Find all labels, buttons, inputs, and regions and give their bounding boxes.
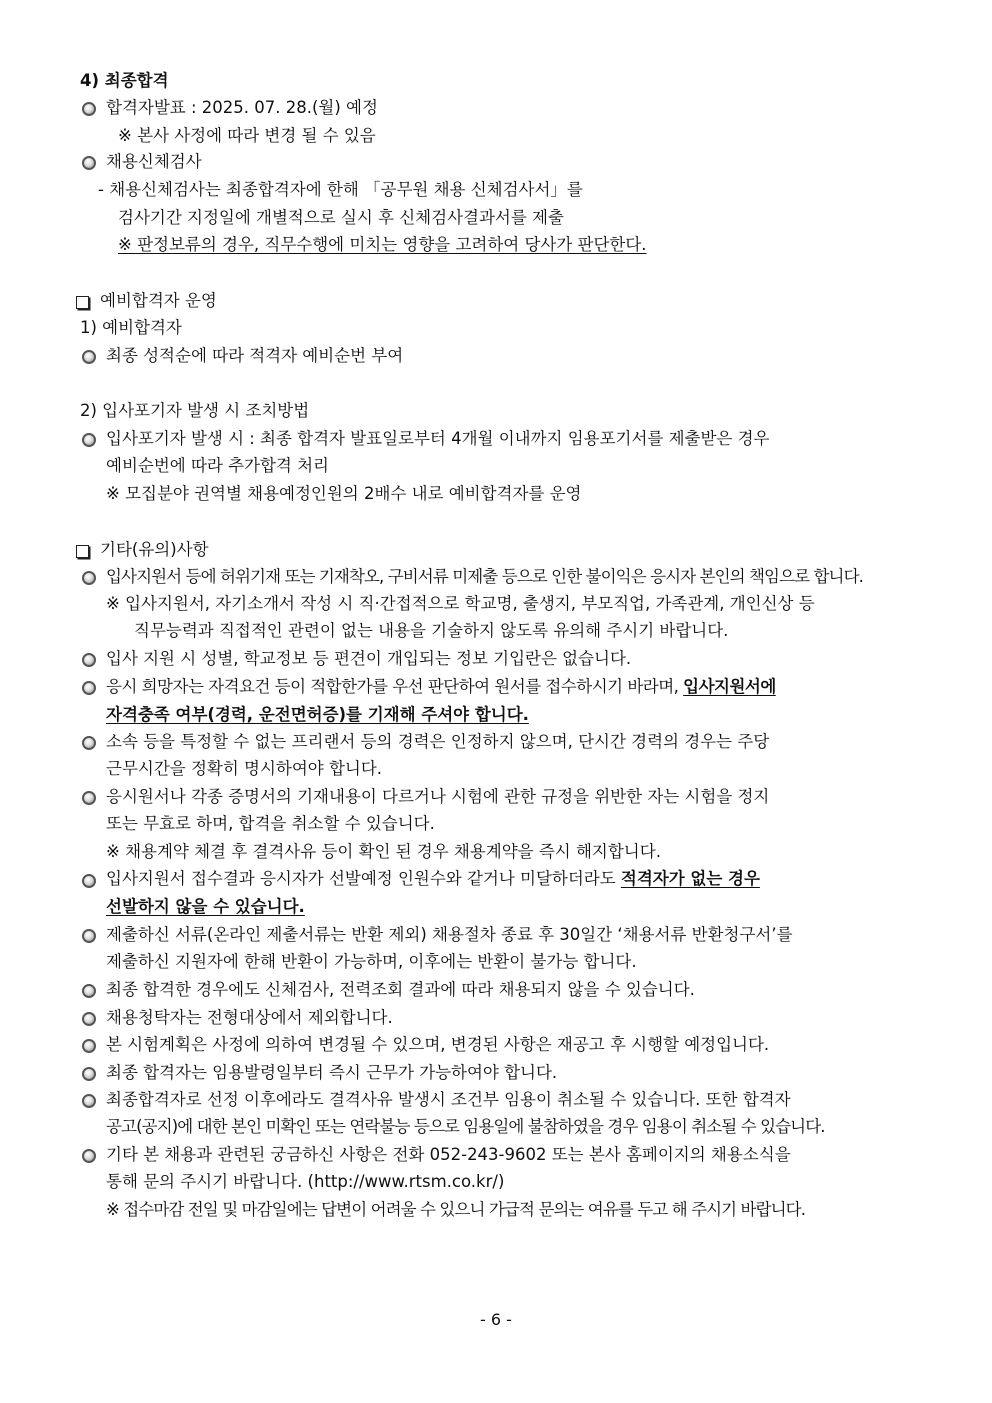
bullet-circle-icon (82, 681, 96, 695)
bullet-circle-icon (82, 929, 96, 943)
page-number: - 6 - (480, 1310, 512, 1329)
reserve-sub2-item-2: 예비순번에 따라 추가합격 처리 (106, 456, 329, 475)
etc-item-4-line-2: 근무시간을 정확히 명시하여야 합니다. (106, 759, 383, 778)
physical-heading: 채용신체검사 (106, 152, 202, 171)
bullet-circle-icon (82, 1039, 96, 1053)
etc-item-13-line-2: 통해 문의 주시기 바랍니다. (http://www.rtsm.co.kr/) (106, 1172, 505, 1191)
etc-item-3-emphasis-b: 자격충족 여부(경력, 운전면허증)를 기재해 주셔야 합니다. (106, 705, 529, 724)
etc-item-2: 입사 지원 시 성별, 학교정보 등 편견이 개입되는 정보 기입란은 없습니다. (106, 649, 632, 668)
etc-item-8: 최종 합격한 경우에도 신체검사, 전력조회 결과에 따라 채용되지 않을 수 있습니다. (106, 980, 695, 999)
etc-item-13-note: ※ 접수마감 전일 및 마감일에는 답변이 어려울 수 있으니 가급적 문의는 여유를 두고 해 주시기 바랍니다. (106, 1200, 806, 1219)
announce-date: 합격자발표 : 2025. 07. 28.(월) 예정 (106, 98, 378, 117)
etc-item-6-emphasis-a: 적격자가 없는 경우 (620, 869, 760, 888)
etc-item-3-text: 응시 희망자는 자격요건 등이 적합한가를 우선 판단하여 원서를 접수하시기 바라며, (106, 677, 684, 696)
reserve-sub1: 1) 예비합격자 (80, 318, 182, 337)
etc-item-10: 본 시험계획은 사정에 의하여 변경될 수 있으며, 변경된 사항은 재공고 후 시행할 예정입니다. (106, 1035, 770, 1054)
etc-item-7-line-2: 제출하신 지원자에 한해 반환이 가능하며, 이후에는 반환이 불가능 합니다. (106, 952, 637, 971)
etc-item-5-line-2: 또는 무효로 하며, 합격을 취소할 수 있습니다. (106, 814, 435, 833)
bullet-circle-icon (82, 102, 96, 116)
etc-item-11: 최종 합격자는 임용발령일부터 즉시 근무가 가능하여야 합니다. (106, 1063, 558, 1082)
bullet-circle-icon (82, 874, 96, 888)
etc-item-5-note: ※ 채용계약 체결 후 결격사유 등이 확인 된 경우 채용계약을 즉시 해지합니다. (106, 842, 661, 861)
bullet-circle-icon (82, 736, 96, 750)
etc-item-5-line-1: 응시원서나 각종 증명서의 기재내용이 다르거나 시험에 관한 규정을 위반한 자는 시험을 정지 (106, 787, 770, 806)
reserve-sub2-item-1: 입사포기자 발생 시 : 최종 합격자 발표일로부터 4개월 이내까지 임용포기서를 제출받은 경우 (106, 429, 770, 448)
section-heading-final: 4) 최종합격 (80, 71, 169, 90)
reserve-sub2: 2) 입사포기자 발생 시 조치방법 (80, 401, 310, 420)
bullet-circle-icon (82, 1094, 96, 1108)
etc-heading: 기타(유의)사항 (100, 540, 209, 559)
bullet-circle-icon (82, 1012, 96, 1026)
physical-line-2: 검사기간 지정일에 개별적으로 실시 후 신체검사결과서를 제출 (118, 208, 564, 227)
bullet-circle-icon (82, 433, 96, 447)
etc-item-6-line-1 (106, 866, 760, 892)
bullet-circle-icon (82, 791, 96, 805)
etc-item-13-line-1: 기타 본 채용과 관련된 궁금하신 사항은 전화 052-243-9602 또는 본사 홈페이지의 채용소식을 (106, 1145, 791, 1164)
bullet-circle-icon (82, 1067, 96, 1081)
reserve-heading: 예비합격자 운영 (100, 291, 217, 310)
announce-note: ※ 본사 사정에 따라 변경 될 수 있음 (118, 126, 376, 145)
reserve-sub2-note: ※ 모집분야 권역별 채용예정인원의 2배수 내로 예비합격자를 운영 (106, 484, 582, 503)
etc-item-1: 입사지원서 등에 허위기재 또는 기재착오, 구비서류 미제출 등으로 인한 불이익은 응시자 본인의 책임으로 합니다. (106, 567, 863, 586)
etc-item-3-emphasis-a: 입사지원서에 (683, 677, 776, 696)
physical-note: ※ 판정보류의 경우, 직무수행에 미치는 영향을 고려하여 당사가 판단한다. (118, 235, 647, 254)
bullet-circle-icon (82, 1149, 96, 1163)
etc-item-1-note-2: 직무능력과 직접적인 관련이 없는 내용을 기술하지 않도록 유의해 주시기 바랍니다. (134, 621, 729, 640)
bullet-circle-icon (82, 984, 96, 998)
bullet-circle-icon (82, 653, 96, 667)
etc-item-12-line-2: 공고(공지)에 대한 본인 미확인 또는 연락불능 등으로 임용일에 불참하였을 경우 임용이 취소될 수 있습니다. (106, 1117, 825, 1136)
physical-line-1: - 채용신체검사는 최종합격자에 한해 「공무원 채용 신체검사서」를 (98, 180, 583, 199)
reserve-sub1-item: 최종 성적순에 따라 적격자 예비순번 부여 (106, 346, 404, 365)
bullet-circle-icon (82, 571, 96, 585)
etc-item-9: 채용청탁자는 전형대상에서 제외합니다. (106, 1008, 393, 1027)
bullet-circle-icon (82, 156, 96, 170)
etc-item-12-line-1: 최종합격자로 선정 이후에라도 결격사유 발생시 조건부 임용이 취소될 수 있습니다. 또한 합격자 (106, 1090, 791, 1109)
etc-item-6-emphasis-b: 선발하지 않을 수 있습니다. (106, 897, 305, 916)
etc-item-1-note-1: ※ 입사지원서, 자기소개서 작성 시 직·간접적으로 학교명, 출생지, 부모직업, 가족관계, 개인신상 등 (106, 594, 815, 613)
checkbox-square-icon (76, 545, 89, 558)
etc-item-7-line-1: 제출하신 서류(온라인 제출서류는 반환 제외) 채용절차 종료 후 30일간 ‘채용서류 반환청구서’를 (106, 925, 793, 944)
checkbox-square-icon (76, 296, 89, 309)
etc-item-6-text: 입사지원서 접수결과 응시자가 선발예정 인원수와 같거나 미달하더라도 (106, 869, 621, 888)
bullet-circle-icon (82, 350, 96, 364)
etc-item-3-line-1 (106, 674, 776, 700)
etc-item-4-line-1: 소속 등을 특정할 수 없는 프리랜서 등의 경력은 인정하지 않으며, 단시간 경력의 경우는 주당 (106, 732, 770, 751)
